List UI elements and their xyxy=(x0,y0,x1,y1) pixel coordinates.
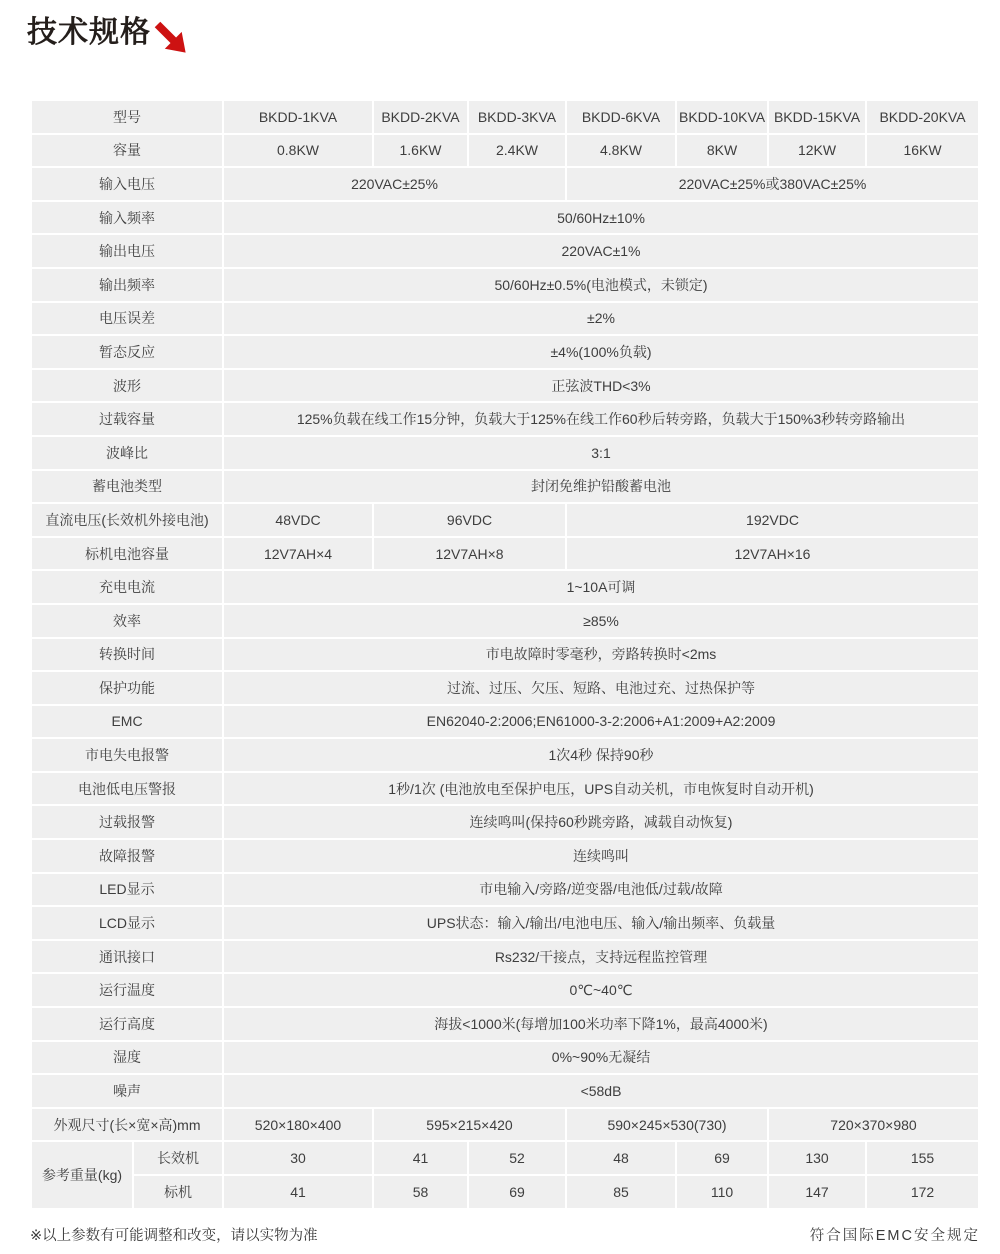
spec-value-cell: 172 xyxy=(867,1176,978,1208)
page-footer xyxy=(30,1224,980,1245)
page-title: 技术规格 xyxy=(27,16,151,49)
table-row xyxy=(32,269,978,301)
row-label: 效率 xyxy=(32,605,222,637)
spec-value-cell: BKDD-15KVA xyxy=(769,101,865,133)
row-label: 输出频率 xyxy=(32,269,222,301)
spec-table-body xyxy=(32,101,978,1208)
spec-value-cell: 12V7AH×8 xyxy=(374,538,565,570)
row-label: 输出电压 xyxy=(32,235,222,267)
table-row xyxy=(32,1042,978,1074)
table-row xyxy=(32,1075,978,1107)
spec-value-cell: 市电故障时零毫秒，旁路转换时<2ms xyxy=(224,639,978,671)
spec-value-cell: 0.8KW xyxy=(224,135,372,167)
row-label: LED显示 xyxy=(32,874,222,906)
row-label: 波峰比 xyxy=(32,437,222,469)
spec-value-cell: 41 xyxy=(374,1142,467,1174)
table-row xyxy=(32,1176,978,1208)
table-row xyxy=(32,706,978,738)
spec-value-cell: EN62040-2:2006;EN61000-3-2:2006+A1:2009+A2:2009 xyxy=(224,706,978,738)
spec-value-cell: ≥85% xyxy=(224,605,978,637)
row-label: 转换时间 xyxy=(32,639,222,671)
arrow-down-right-icon xyxy=(153,20,189,56)
spec-value-cell: 85 xyxy=(567,1176,675,1208)
spec-value-cell: 30 xyxy=(224,1142,372,1174)
table-row xyxy=(32,1008,978,1040)
row-label: 运行高度 xyxy=(32,1008,222,1040)
spec-value-cell: 3:1 xyxy=(224,437,978,469)
row-label: 充电电流 xyxy=(32,571,222,603)
row-label: 通讯接口 xyxy=(32,941,222,973)
table-row xyxy=(32,168,978,200)
spec-value-cell: BKDD-2KVA xyxy=(374,101,467,133)
table-row xyxy=(32,504,978,536)
table-row xyxy=(32,1142,978,1174)
spec-value-cell: 0%~90%无凝结 xyxy=(224,1042,978,1074)
spec-value-cell: 12KW xyxy=(769,135,865,167)
table-row xyxy=(32,101,978,133)
table-row xyxy=(32,471,978,503)
spec-value-cell: BKDD-6KVA xyxy=(567,101,675,133)
table-row xyxy=(32,806,978,838)
row-label: 暂态反应 xyxy=(32,336,222,368)
row-label: EMC xyxy=(32,706,222,738)
spec-value-cell: 过流、过压、欠压、短路、电池过充、过热保护等 xyxy=(224,672,978,704)
footer-compliance-note: 符合国际EMC安全规定 xyxy=(809,1227,980,1244)
spec-value-cell: 58 xyxy=(374,1176,467,1208)
row-label: 外观尺寸(长×宽×高)mm xyxy=(32,1109,222,1141)
row-label: 蓄电池类型 xyxy=(32,471,222,503)
spec-value-cell: 110 xyxy=(677,1176,767,1208)
spec-value-cell: <58dB xyxy=(224,1075,978,1107)
spec-value-cell: 720×370×980 xyxy=(769,1109,978,1141)
spec-value-cell: 4.8KW xyxy=(567,135,675,167)
spec-value-cell: ±2% xyxy=(224,303,978,335)
table-row xyxy=(32,571,978,603)
spec-value-cell: UPS状态：输入/输出/电池电压、输入/输出频率、负载量 xyxy=(224,907,978,939)
row-label: 过载容量 xyxy=(32,403,222,435)
table-row xyxy=(32,135,978,167)
spec-value-cell: 595×215×420 xyxy=(374,1109,565,1141)
row-sub-label: 长效机 xyxy=(134,1142,222,1174)
table-row xyxy=(32,941,978,973)
row-sub-label: 标机 xyxy=(134,1176,222,1208)
spec-value-cell: 16KW xyxy=(867,135,978,167)
spec-value-cell: 590×245×530(730) xyxy=(567,1109,767,1141)
footer-note: ※以上参数有可能调整和改变，请以实物为准 xyxy=(30,1227,318,1244)
row-label: 直流电压(长效机外接电池) xyxy=(32,504,222,536)
spec-value-cell: 市电输入/旁路/逆变器/电池低/过载/故障 xyxy=(224,874,978,906)
spec-value-cell: 220VAC±25%或380VAC±25% xyxy=(567,168,978,200)
table-row xyxy=(32,840,978,872)
spec-value-cell: 1.6KW xyxy=(374,135,467,167)
spec-value-cell: 50/60Hz±10% xyxy=(224,202,978,234)
spec-value-cell: 48 xyxy=(567,1142,675,1174)
table-row xyxy=(32,336,978,368)
spec-value-cell: BKDD-10KVA xyxy=(677,101,767,133)
spec-value-cell: 192VDC xyxy=(567,504,978,536)
spec-value-cell: 147 xyxy=(769,1176,865,1208)
table-row xyxy=(32,639,978,671)
spec-value-cell: Rs232/干接点，支持远程监控管理 xyxy=(224,941,978,973)
table-row xyxy=(32,437,978,469)
table-row xyxy=(32,370,978,402)
table-row xyxy=(32,1109,978,1141)
row-label: LCD显示 xyxy=(32,907,222,939)
spec-value-cell: 连续鸣叫(保持60秒跳旁路，减载自动恢复) xyxy=(224,806,978,838)
row-label: 输入频率 xyxy=(32,202,222,234)
spec-table xyxy=(30,99,980,1210)
row-label: 电池低电压警报 xyxy=(32,773,222,805)
spec-value-cell: 130 xyxy=(769,1142,865,1174)
table-row xyxy=(32,672,978,704)
spec-value-cell: 220VAC±1% xyxy=(224,235,978,267)
spec-value-cell: 12V7AH×4 xyxy=(224,538,372,570)
row-label: 噪声 xyxy=(32,1075,222,1107)
spec-value-cell: BKDD-3KVA xyxy=(469,101,565,133)
row-label: 过载报警 xyxy=(32,806,222,838)
row-label: 市电失电报警 xyxy=(32,739,222,771)
row-label: 标机电池容量 xyxy=(32,538,222,570)
spec-value-cell: 8KW xyxy=(677,135,767,167)
spec-value-cell: 69 xyxy=(469,1176,565,1208)
spec-value-cell: 96VDC xyxy=(374,504,565,536)
spec-value-cell: 220VAC±25% xyxy=(224,168,565,200)
row-label: 型号 xyxy=(32,101,222,133)
table-row xyxy=(32,739,978,771)
spec-value-cell: 1次4秒 保持90秒 xyxy=(224,739,978,771)
row-label: 保护功能 xyxy=(32,672,222,704)
row-label: 电压误差 xyxy=(32,303,222,335)
table-row xyxy=(32,303,978,335)
spec-value-cell: 0℃~40℃ xyxy=(224,974,978,1006)
row-label: 容量 xyxy=(32,135,222,167)
spec-value-cell: 正弦波THD<3% xyxy=(224,370,978,402)
spec-value-cell: 封闭免维护铅酸蓄电池 xyxy=(224,471,978,503)
spec-value-cell: 155 xyxy=(867,1142,978,1174)
spec-value-cell: 12V7AH×16 xyxy=(567,538,978,570)
table-row xyxy=(32,773,978,805)
spec-value-cell: 125%负载在线工作15分钟，负载大于125%在线工作60秒后转旁路，负载大于150%3秒转旁路输出 xyxy=(224,403,978,435)
table-row xyxy=(32,974,978,1006)
spec-value-cell: 1~10A可调 xyxy=(224,571,978,603)
table-row xyxy=(32,538,978,570)
row-label: 湿度 xyxy=(32,1042,222,1074)
table-row xyxy=(32,235,978,267)
spec-value-cell: 2.4KW xyxy=(469,135,565,167)
row-group-label: 参考重量(kg) xyxy=(32,1142,132,1207)
row-label: 故障报警 xyxy=(32,840,222,872)
row-label: 输入电压 xyxy=(32,168,222,200)
table-row xyxy=(32,605,978,637)
spec-value-cell: 50/60Hz±0.5%(电池模式，未锁定) xyxy=(224,269,978,301)
spec-value-cell: 41 xyxy=(224,1176,372,1208)
table-row xyxy=(32,202,978,234)
spec-value-cell: 连续鸣叫 xyxy=(224,840,978,872)
spec-value-cell: BKDD-20KVA xyxy=(867,101,978,133)
spec-value-cell: 520×180×400 xyxy=(224,1109,372,1141)
table-row xyxy=(32,874,978,906)
spec-value-cell: BKDD-1KVA xyxy=(224,101,372,133)
row-label: 运行温度 xyxy=(32,974,222,1006)
spec-value-cell: 52 xyxy=(469,1142,565,1174)
spec-value-cell: 69 xyxy=(677,1142,767,1174)
spec-value-cell: 1秒/1次 (电池放电至保护电压，UPS自动关机，市电恢复时自动开机) xyxy=(224,773,978,805)
table-row xyxy=(32,403,978,435)
spec-value-cell: ±4%(100%负载) xyxy=(224,336,978,368)
spec-value-cell: 48VDC xyxy=(224,504,372,536)
table-row xyxy=(32,907,978,939)
page-header xyxy=(27,14,1000,58)
spec-value-cell: 海拔<1000米(每增加100米功率下降1%，最高4000米) xyxy=(224,1008,978,1040)
row-label: 波形 xyxy=(32,370,222,402)
